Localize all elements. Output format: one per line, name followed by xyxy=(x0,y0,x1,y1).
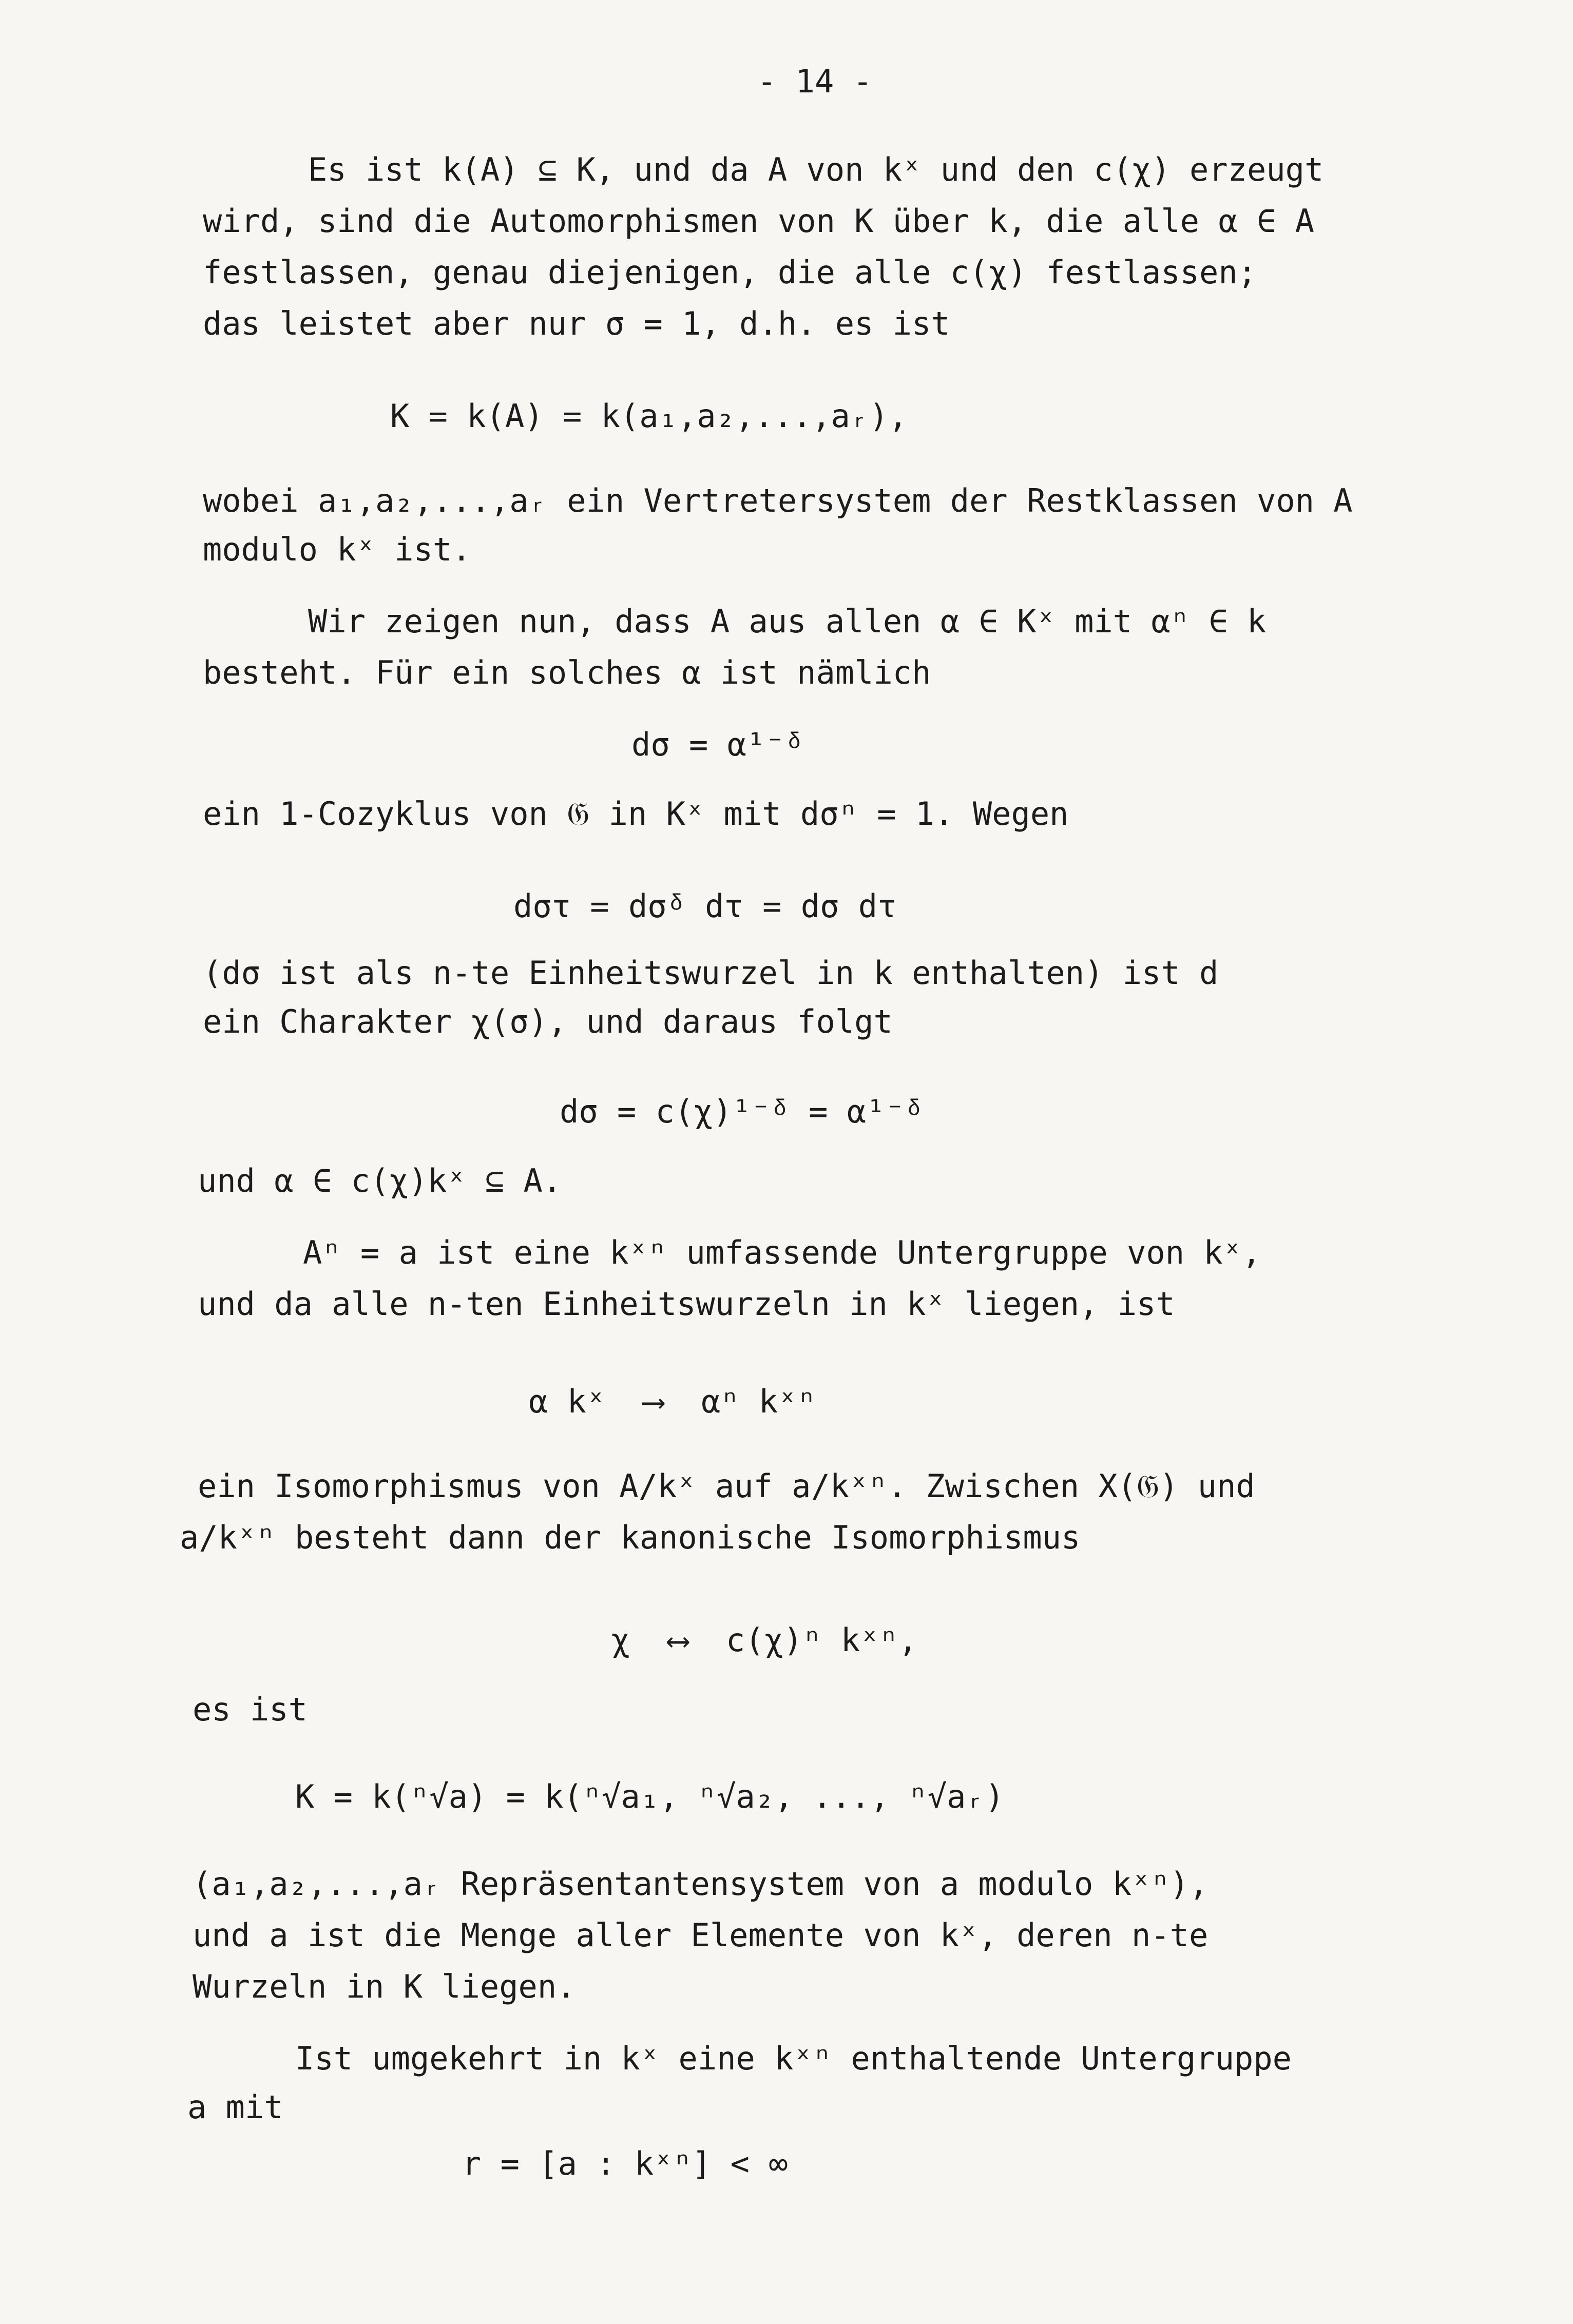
text-line-5: wobei a₁,a₂,...,aᵣ ein Vertretersystem der Restklassen von A xyxy=(203,482,1353,519)
formula-finite-index: r = [a : kˣⁿ] < ∞ xyxy=(462,2145,788,2182)
text-line-15: ein Isomorphismus von A/kˣ auf a/kˣⁿ. Zwischen X(𝔊) und xyxy=(198,1467,1255,1505)
text-line-1: Es ist k(A) ⊆ K, und da A von kˣ und den c(χ) erzeugt xyxy=(308,151,1324,188)
text-line-3: festlassen, genau diejenigen, die alle c(χ) festlassen; xyxy=(203,254,1257,291)
text-line-10: (dσ ist als n-te Einheitswurzel in k enthalten) ist d xyxy=(203,954,1219,992)
text-line-8: besteht. Für ein solches α ist nämlich xyxy=(203,654,931,691)
formula-cocycle: dσ = α¹⁻ᵟ xyxy=(631,726,804,763)
text-line-19: und a ist die Menge aller Elemente von kˣ, deren n-te xyxy=(193,1916,1208,1954)
text-line-21: Ist umgekehrt in kˣ eine kˣⁿ enthaltende Untergruppe xyxy=(295,2040,1292,2077)
text-line-17: es ist xyxy=(193,1691,308,1728)
text-line-13: Aⁿ = a ist eine kˣⁿ umfassende Untergruppe von kˣ, xyxy=(303,1234,1261,1271)
formula-canonical-isomorphism: χ ⟷ c(χ)ⁿ kˣⁿ, xyxy=(611,1621,918,1659)
text-line-6: modulo kˣ ist. xyxy=(203,531,471,568)
formula-character: dσ = c(χ)¹⁻ᵟ = α¹⁻ᵟ xyxy=(560,1093,924,1130)
formula-field-generation: K = k(A) = k(a₁,a₂,...,aᵣ), xyxy=(390,397,908,435)
formula-kummer-extension: K = k(ⁿ√a) = k(ⁿ√a₁, ⁿ√a₂, ..., ⁿ√aᵣ) xyxy=(295,1778,1005,1815)
text-line-7: Wir zeigen nun, dass A aus allen α ∈ Kˣ mit αⁿ ∈ k xyxy=(308,603,1267,640)
formula-isomorphism-map: α kˣ ⟶ αⁿ kˣⁿ xyxy=(529,1383,816,1420)
text-line-9: ein 1-Cozyklus von 𝔊 in Kˣ mit dσⁿ = 1. Wegen xyxy=(203,795,1069,832)
text-line-14: und da alle n-ten Einheitswurzeln in kˣ liegen, ist xyxy=(198,1285,1175,1323)
text-line-20: Wurzeln in K liegen. xyxy=(193,1968,576,2005)
text-line-2: wird, sind die Automorphismen von K über k, die alle α ∈ A xyxy=(203,202,1314,240)
text-line-16: a/kˣⁿ besteht dann der kanonische Isomorphismus xyxy=(180,1519,1081,1556)
text-line-22: a mit xyxy=(187,2088,283,2126)
text-line-12: und α ∈ c(χ)kˣ ⊆ A. xyxy=(198,1162,562,1199)
text-line-11: ein Charakter χ(σ), und daraus folgt xyxy=(203,1003,893,1040)
formula-cocycle-product: dστ = dσᵟ dτ = dσ dτ xyxy=(513,887,897,925)
page-number: - 14 - xyxy=(757,63,872,100)
text-line-18: (a₁,a₂,...,aᵣ Repräsentantensystem von a modulo kˣⁿ), xyxy=(193,1865,1208,1903)
text-line-4: das leistet aber nur σ = 1, d.h. es ist xyxy=(203,305,950,342)
